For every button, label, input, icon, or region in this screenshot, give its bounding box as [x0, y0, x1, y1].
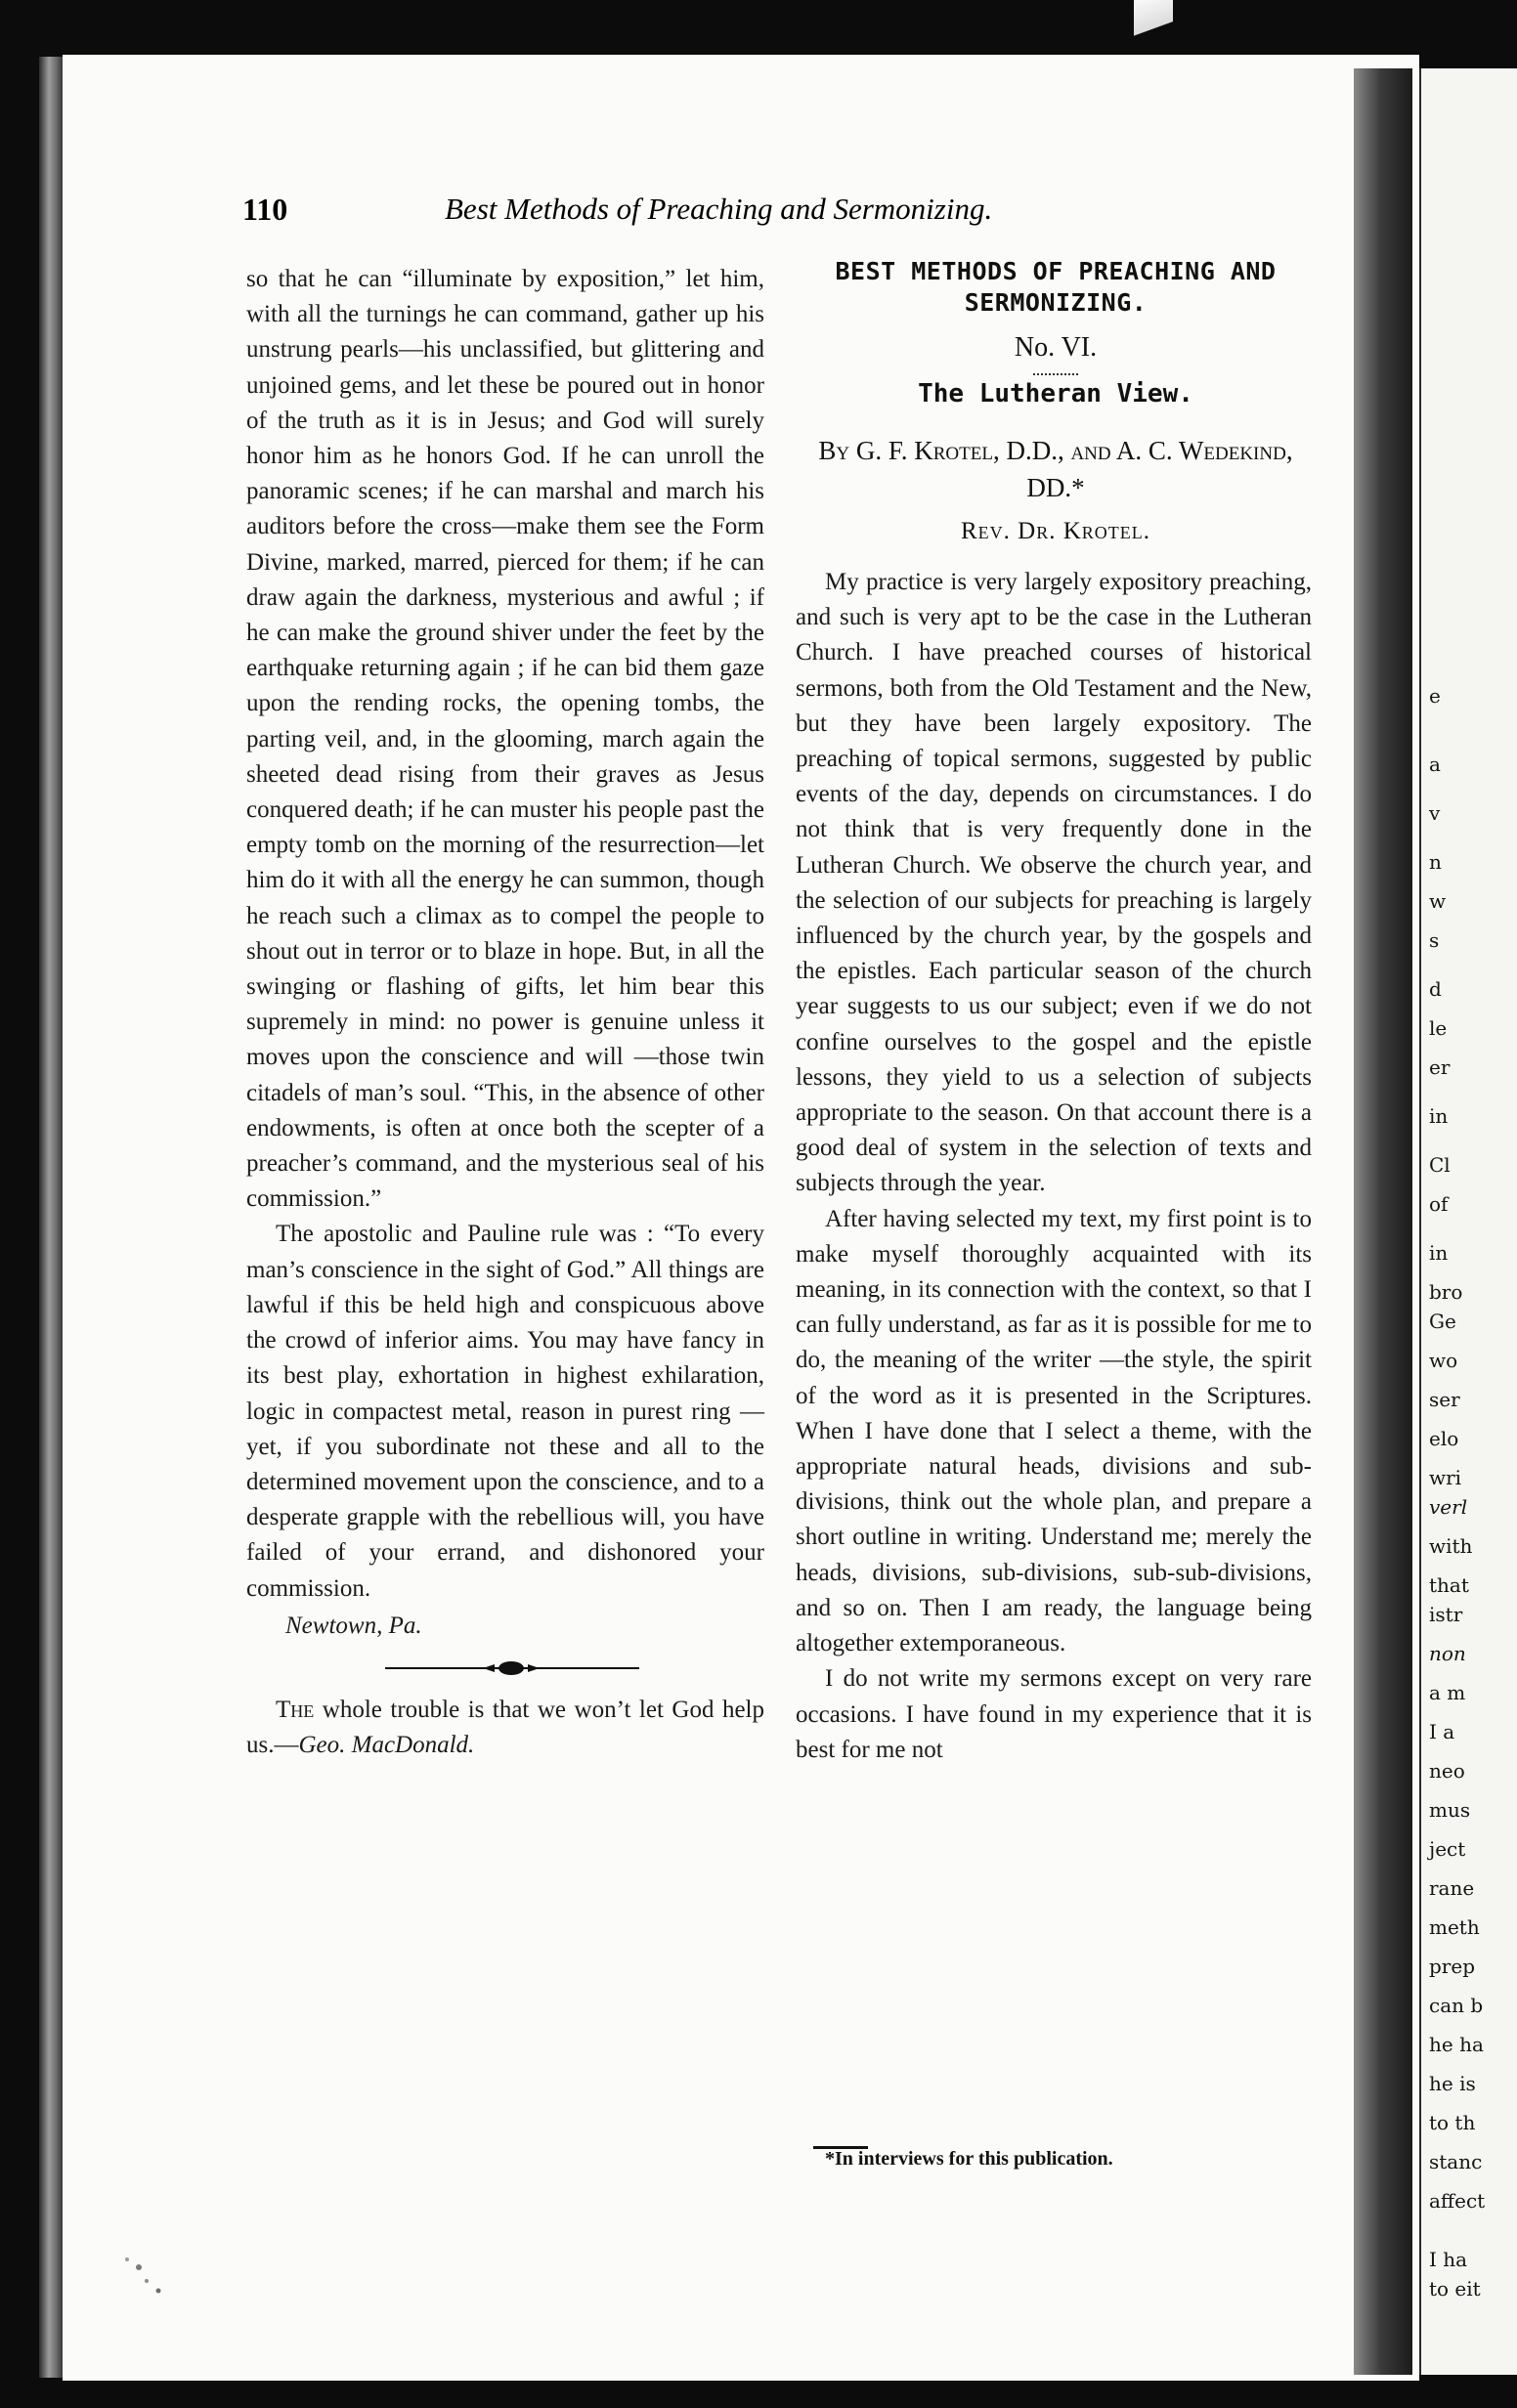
quote-lead: The: [276, 1696, 315, 1723]
right-column: [796, 565, 1312, 1768]
article-subtitle: The Lutheran View.: [918, 379, 1193, 408]
facing-page-fragment-text: I a: [1429, 1720, 1455, 1743]
page-number: 110: [242, 192, 288, 227]
facing-page-fragment-text: Ge: [1429, 1310, 1456, 1333]
facing-page-fragment-text: istr: [1429, 1603, 1463, 1626]
facing-page-fragment-text: affect: [1429, 2189, 1486, 2213]
quote-author: Geo. MacDonald.: [298, 1732, 475, 1759]
running-title: Best Methods of Preaching and Sermonizing.: [445, 192, 993, 226]
quote-text: whole trouble is that we won’t let God help us.—: [246, 1696, 764, 1759]
facing-page-fragment-text: that: [1429, 1573, 1469, 1597]
facing-page-fragment-text: wo: [1429, 1349, 1458, 1372]
facing-page-fragment-text: verl: [1429, 1495, 1468, 1519]
facing-page-fragment-text: bro: [1429, 1280, 1463, 1304]
facing-page-fragment-text: in: [1429, 1104, 1449, 1128]
facing-page-fragment-text: neo: [1429, 1759, 1465, 1783]
page-stack-edge: [39, 57, 64, 2378]
facing-page-fragment-text: mus: [1429, 1798, 1471, 1822]
facing-page-fragment-text: n: [1429, 850, 1442, 874]
facing-page-fragment-text: er: [1429, 1055, 1451, 1079]
facing-page-fragment-text: wri: [1429, 1466, 1462, 1489]
facing-page-fragment-text: le: [1429, 1016, 1448, 1040]
facing-page-fragment-text: can b: [1429, 1994, 1484, 2017]
left-column: [246, 262, 764, 1763]
facing-page-fragment-text: of: [1429, 1192, 1449, 1216]
facing-page-fragment-text: a m: [1429, 1681, 1466, 1704]
facing-page-fragment-text: rane: [1429, 1876, 1475, 1900]
facing-page-fragment-text: non: [1429, 1642, 1466, 1665]
facing-page-fragment-text: to th: [1429, 2111, 1476, 2134]
dateline: Newtown, Pa.: [285, 1612, 422, 1639]
facing-page-fragment-text: s: [1429, 928, 1440, 952]
facing-page-fragment-text: v: [1429, 801, 1441, 825]
footnote: *In interviews for this publication.: [825, 2148, 1113, 2170]
facing-page-fragment-text: to eit: [1429, 2277, 1481, 2300]
facing-page-fragment-text: elo: [1429, 1427, 1459, 1450]
facing-page-fragment-text: he ha: [1429, 2033, 1484, 2056]
article-heading: [792, 256, 1320, 545]
facing-page-fragment-text: a: [1429, 752, 1441, 776]
torn-paper-corner: [1134, 0, 1173, 45]
article-byline: By G. F. Krotel, D.D., and A. C. Wedekind, DD.*: [818, 436, 1293, 502]
right-paragraph-2: After having selected my text, my first point is to make myself thoroughly acquainted with its meaning, in its connection with the context, so that I can fully understand, as far as it is possible for me to do, the meaning of the writer —the style, the spirit of the word as it is presented in the Scriptures. When I have done that I select a theme, with the appropriate natural heads, divisions and sub-divisions, think out the whole plan, and prepare a short outline in writing. Understand me; merely the heads, divisions, sub-divisions, sub-sub-divisions, and so on. Then I am ready, the language being altogether extemporaneous.: [796, 1205, 1312, 1657]
facing-page-fragment-text: meth: [1429, 1915, 1480, 1939]
facing-page-fragment: [1419, 68, 1517, 2375]
book-gutter-shadow: [1354, 68, 1412, 2375]
facing-page-fragment-text: I ha: [1429, 2248, 1468, 2271]
facing-page-fragment-text: stanc: [1429, 2150, 1483, 2173]
facing-page-fragment-text: in: [1429, 1241, 1449, 1265]
article-number-separator: [1033, 373, 1078, 377]
facing-page-fragment-text: w: [1429, 889, 1447, 913]
article-number: No. VI.: [1014, 332, 1098, 363]
scan-specks: [117, 2248, 176, 2306]
right-paragraph-1: My practice is very largely expository preaching, and such is very apt to be the case in the Lutheran Church. I have preached courses of historical sermons, both from the Old Testament and the New, but they have been largely expository. The preaching of topical sermons, suggested by public events of the day, depends on circumstances. I do not think that is very frequently done in the Lutheran Church. We observe the church year, and the selection of our subjects for preaching is largely influenced by the church year, by the gospels and the epistles. Each particular season of the church year suggests to us our subject; even if we do not confine ourselves to the gospel and the epistle lessons, they yield to us a selection of subjects appropriate to the season. On that account there is a good deal of system in the selection of texts and subjects through the year.: [796, 569, 1312, 1197]
facing-page-fragment-text: e: [1429, 684, 1441, 708]
section-heading: Rev. Dr. Krotel.: [960, 518, 1151, 544]
facing-page-fragment-text: prep: [1429, 1955, 1476, 1978]
facing-page-fragment-text: he is: [1429, 2072, 1476, 2095]
left-paragraph-1: so that he can “illuminate by exposition,” let him, with all the turnings he can command, gather up his unstrung pearls—his unclassified, but glittering and unjoined gems, and let these be poured out in honor of the truth as it is in Jesus; and God will surely honor him as he honors God. If he can unroll the panoramic scenes; if he can marshal and march his auditors before the cross—make them see the Form Divine, marked, marred, pierced for them; if he can draw again the darkness, mysterious and awful ; if he can make the ground shiver under the feet by the earthquake returning again ; if he can bid them gaze upon the rending rocks, the opening tombs, the parting veil, and, in the glooming, march again the sheeted dead rising from their graves as Jesus conquered death; if he can muster his people past the empty tomb on the morning of the resurrection—let him do it with all the energy he can summon, though he reach such a climax as to compel the people to shout out in terror or to blaze in hope. But, in all the swinging or flashing of gifts, let him bear this supremely in mind: no power is genuine unless it moves upon the conscience and will —those twin citadels of man’s soul. “This, in the absence of other endowments, is often at once both the scepter of a preacher’s command, and the mysterious seal of his commission.”: [246, 266, 764, 1213]
article-title: BEST METHODS OF PREACHING AND SERMONIZING.: [835, 257, 1277, 317]
ornament-divider: [385, 1661, 639, 1675]
closing-quote: [246, 1693, 764, 1763]
right-paragraph-3: I do not write my sermons except on very rare occasions. I have found in my experience that it is best for me not: [796, 1665, 1312, 1763]
facing-page-fragment-text: ser: [1429, 1388, 1460, 1411]
facing-page-fragment-text: ject: [1429, 1837, 1466, 1861]
facing-page-fragment-text: with: [1429, 1534, 1473, 1558]
facing-page-fragment-text: Cl: [1429, 1153, 1451, 1177]
facing-page-fragment-text: d: [1429, 977, 1442, 1001]
left-paragraph-2: The apostolic and Pauline rule was : “To every man’s conscience in the sight of God.” All things are lawful if this be held high and conspicuous above the crowd of inferior aims. You may have fancy in its best play, exhortation in highest exhilaration, logic in compactest metal, reason in purest ring —yet, if you subordinate not these and all to the determined movement upon the conscience, and to a desperate grapple with the rebellious will, you have failed of your errand, and dishonored your commission.: [246, 1221, 764, 1602]
